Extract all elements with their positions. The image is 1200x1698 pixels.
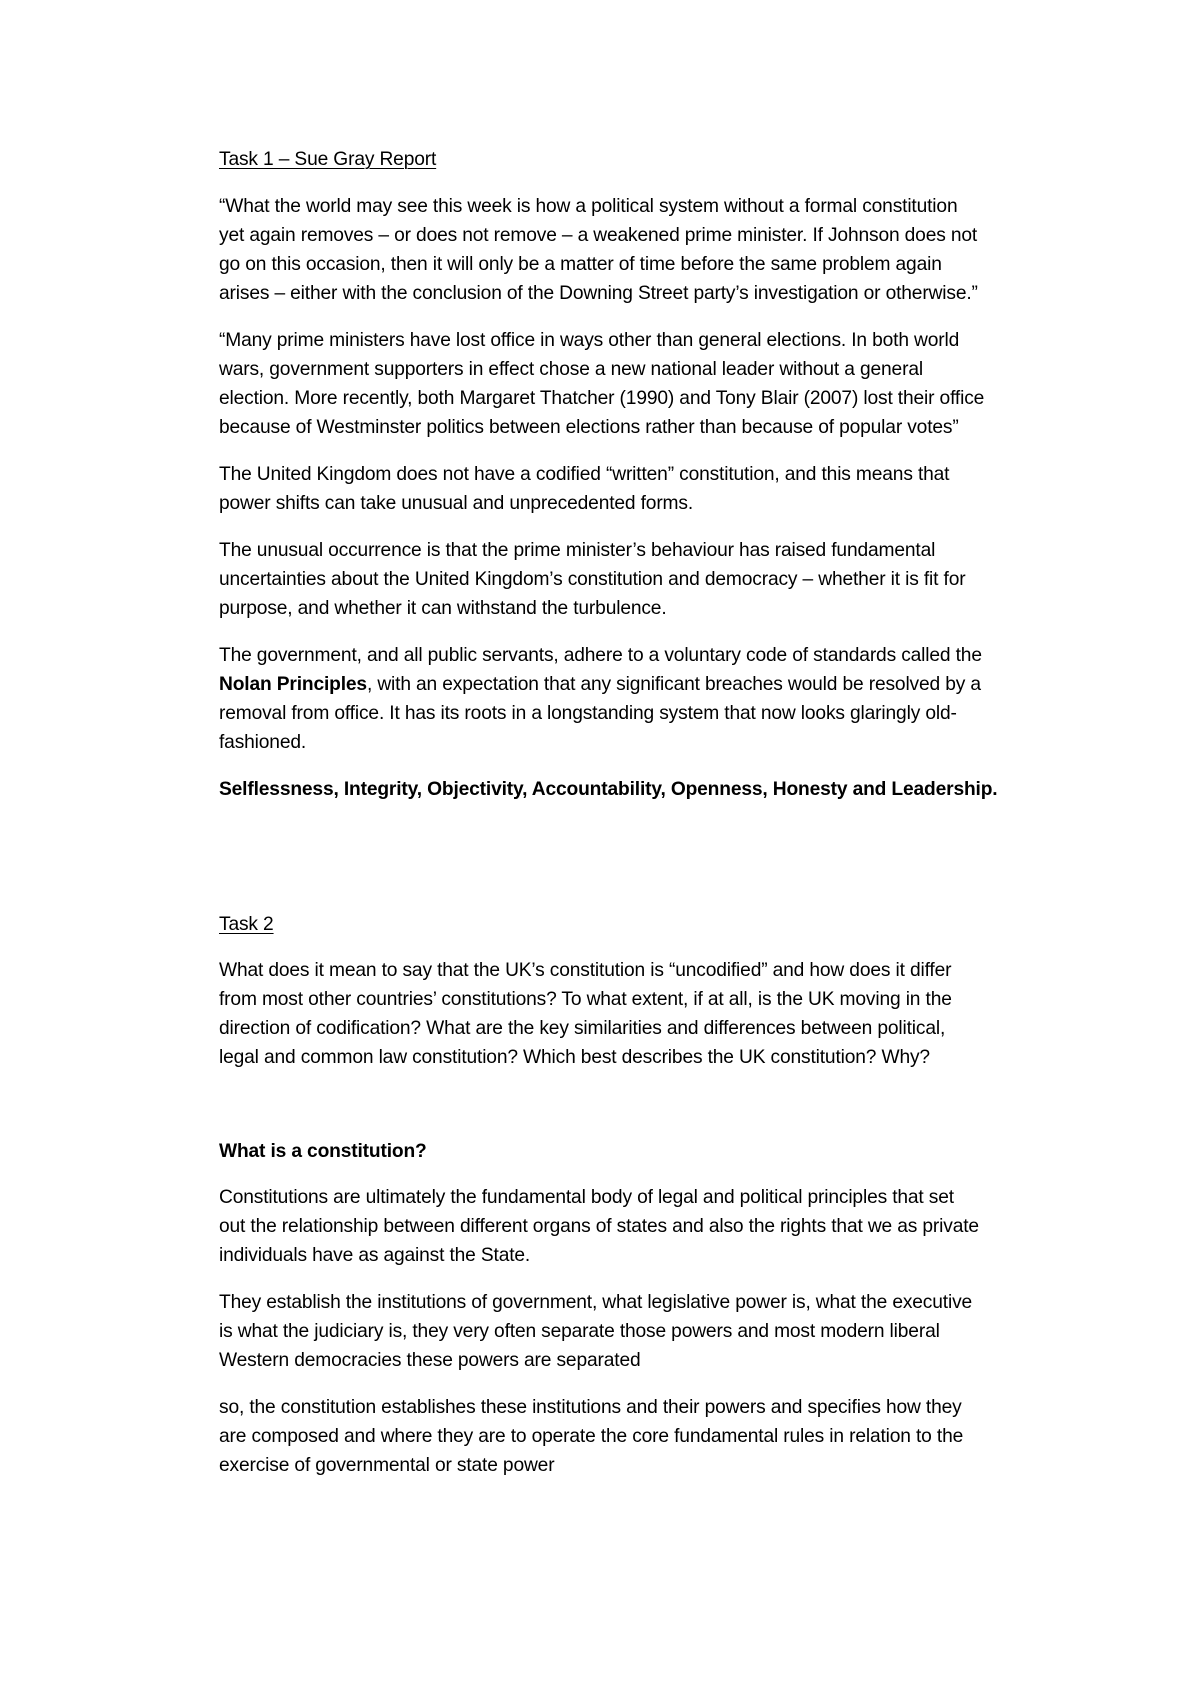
paragraph-line: The unusual occurrence is that the prime minister’s behaviour has raised fundamental: [219, 540, 936, 561]
quote1-line: arises – either with the conclusion of the Downing Street party’s investigation or otherwise.”: [219, 283, 978, 304]
paragraph-line: They establish the institutions of government, what legislative power is, what the executive: [219, 1292, 973, 1313]
question-line: What does it mean to say that the UK’s constitution is “uncodified” and how does it differ: [219, 960, 952, 981]
paragraph-line: power shifts can take unusual and unprecedented forms.: [219, 493, 694, 514]
paragraph-line: so, the constitution establishes these institutions and their powers and specifies how they: [219, 1397, 962, 1418]
paragraph-line: The government, and all public servants, adhere to a voluntary code of standards called the: [219, 645, 982, 666]
quote1-line: go on this occasion, then it will only be a matter of time before the same problem again: [219, 254, 942, 275]
task1-heading: Task 1 – Sue Gray Report: [219, 149, 437, 170]
paragraph-line: Constitutions are ultimately the fundamental body of legal and political principles that set: [219, 1187, 954, 1208]
question-line: from most other countries’ constitutions? To what extent, if at all, is the UK moving in the: [219, 989, 952, 1010]
paragraph-line: are composed and where they are to operate the core fundamental rules in relation to the: [219, 1426, 964, 1447]
paragraph-line: The United Kingdom does not have a codified “written” constitution, and this means that: [219, 464, 950, 485]
quote2-line: because of Westminster politics between elections rather than because of popular votes”: [219, 417, 959, 438]
paragraph-line: Western democracies these powers are separated: [219, 1350, 641, 1371]
paragraph-line: removal from office. It has its roots in a longstanding system that now looks glaringly old-: [219, 703, 957, 724]
quote2-line: election. More recently, both Margaret Thatcher (1990) and Tony Blair (2007) lost their office: [219, 388, 985, 409]
paragraph-line: exercise of governmental or state power: [219, 1455, 555, 1476]
constitution-subheading: What is a constitution?: [219, 1141, 427, 1162]
paragraph-line: is what the judiciary is, they very often separate those powers and most modern liberal: [219, 1321, 940, 1342]
paragraph-text: , with an expectation that any significant breaches would be resolved by a: [366, 674, 981, 695]
nolan-principles-term: Nolan Principles: [219, 674, 367, 695]
paragraph-line: uncertainties about the United Kingdom’s constitution and democracy – whether it is fit for: [219, 569, 966, 590]
paragraph-line: fashioned.: [219, 732, 307, 753]
quote2-line: “Many prime ministers have lost office in ways other than general elections. In both world: [219, 330, 960, 351]
paragraph-line: out the relationship between different organs of states and also the rights that we as private: [219, 1216, 979, 1237]
nolan-principles-list: Selflessness, Integrity, Objectivity, Accountability, Openness, Honesty and Leadership.: [219, 779, 998, 800]
question-line: legal and common law constitution? Which best describes the UK constitution? Why?: [219, 1047, 930, 1068]
task2-heading: Task 2: [219, 914, 274, 935]
paragraph-line: individuals have as against the State.: [219, 1245, 531, 1266]
paragraph-line: [219, 673, 981, 697]
quote1-line: “What the world may see this week is how a political system without a formal constitution: [219, 196, 958, 217]
quote1-line: yet again removes – or does not remove – a weakened prime minister. If Johnson does not: [219, 225, 978, 246]
question-line: direction of codification? What are the key similarities and differences between political,: [219, 1018, 946, 1039]
quote2-line: wars, government supporters in effect chose a new national leader without a general: [219, 359, 923, 380]
paragraph-line: purpose, and whether it can withstand the turbulence.: [219, 598, 667, 619]
